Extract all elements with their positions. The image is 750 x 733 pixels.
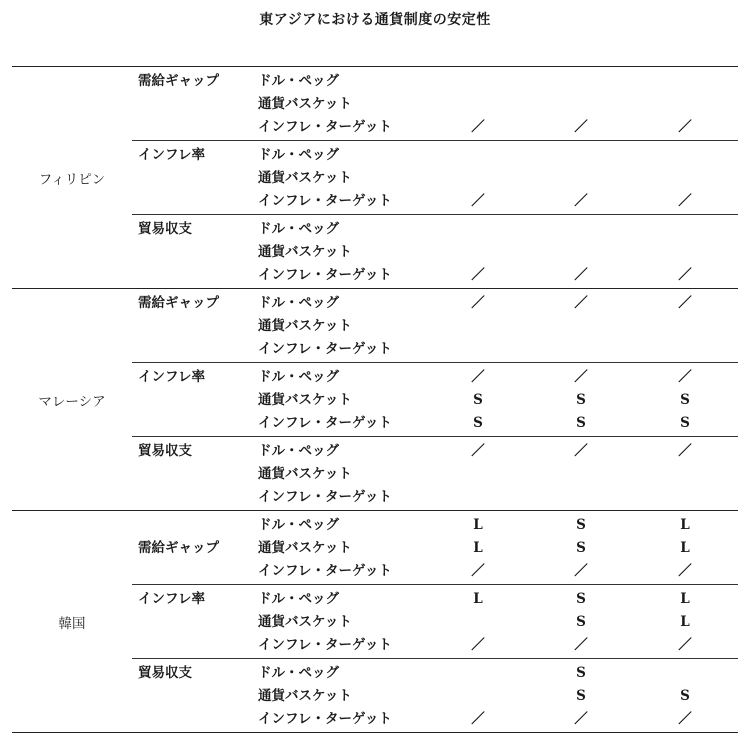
table-cell: S (680, 392, 690, 408)
table-cell: S (576, 392, 586, 408)
table-cell: ／ (678, 637, 692, 653)
indicator-group (132, 289, 738, 362)
table-cell: ／ (574, 295, 588, 311)
indicator-group (132, 436, 738, 510)
table-row (132, 685, 738, 708)
table-row (132, 93, 738, 116)
table-cell: ／ (574, 637, 588, 653)
regime-label: 通貨バスケット (258, 688, 352, 704)
indicator-label: インフレ率 (138, 147, 205, 163)
table-cell: ／ (678, 193, 692, 209)
table-row (132, 144, 738, 167)
table-row (132, 70, 738, 93)
table-cell: ／ (678, 119, 692, 135)
table-cell: ／ (471, 119, 485, 135)
regime-label: 通貨バスケット (258, 96, 352, 112)
stability-table (12, 66, 738, 733)
table-cell: L (680, 540, 690, 556)
regime-label: インフレ・ターゲット (258, 267, 392, 283)
table-cell: ／ (471, 369, 485, 385)
table-cell: ／ (471, 193, 485, 209)
regime-label: ドル・ペッグ (258, 369, 339, 385)
table-row (132, 662, 738, 685)
regime-label: インフレ・ターゲット (258, 637, 392, 653)
table-row (132, 292, 738, 315)
table-cell: ／ (574, 267, 588, 283)
indicator-label: 貿易収支 (138, 443, 192, 459)
page-title: 東アジアにおける通貨制度の安定性 (259, 12, 491, 28)
table-cell: ／ (574, 119, 588, 135)
regime-label: 通貨バスケット (258, 170, 352, 186)
table-row (132, 486, 738, 509)
regime-label: ドル・ペッグ (258, 147, 339, 163)
table-row (132, 338, 738, 361)
regime-label: 通貨バスケット (258, 318, 352, 334)
table-cell: ／ (471, 443, 485, 459)
table-cell: ／ (574, 711, 588, 727)
table-cell: S (576, 517, 586, 533)
table-cell: S (680, 415, 690, 431)
indicator-group (132, 67, 738, 140)
table-cell: L (473, 517, 483, 533)
table-cell: ／ (471, 711, 485, 727)
indicator-group (132, 511, 738, 584)
table-cell: L (473, 591, 483, 607)
table-cell: ／ (678, 711, 692, 727)
country-block (12, 66, 738, 288)
table-row (132, 412, 738, 435)
table-row (132, 708, 738, 731)
table-row (132, 389, 738, 412)
table-cell: S (473, 392, 483, 408)
table-row (132, 588, 738, 611)
table-cell: ／ (574, 369, 588, 385)
table-cell: S (576, 614, 586, 630)
regime-label: 通貨バスケット (258, 466, 352, 482)
table-cell: S (576, 415, 586, 431)
table-cell: L (680, 517, 690, 533)
table-cell: ／ (678, 295, 692, 311)
table-cell: S (576, 540, 586, 556)
regime-label: ドル・ペッグ (258, 221, 339, 237)
indicator-group (132, 584, 738, 658)
regime-label: ドル・ペッグ (258, 295, 339, 311)
regime-label: 通貨バスケット (258, 540, 352, 556)
indicator-group (132, 214, 738, 288)
regime-label: インフレ・ターゲット (258, 193, 392, 209)
country-name: マレーシア (38, 393, 106, 410)
table-row (132, 514, 738, 537)
table-cell: ／ (574, 563, 588, 579)
table-cell: ／ (678, 443, 692, 459)
table-cell: S (473, 415, 483, 431)
table-cell: S (576, 591, 586, 607)
indicator-label: インフレ率 (138, 369, 205, 385)
regime-label: インフレ・ターゲット (258, 563, 392, 579)
table-row (132, 560, 738, 583)
indicator-label: 需給ギャップ (138, 73, 219, 89)
table-row (132, 264, 738, 287)
country-block (12, 288, 738, 510)
table-cell: S (680, 688, 690, 704)
indicator-label: 貿易収支 (138, 665, 192, 681)
regime-label: インフレ・ターゲット (258, 119, 392, 135)
table-row (132, 167, 738, 190)
table-cell: ／ (574, 443, 588, 459)
table-cell: S (576, 665, 586, 681)
regime-label: ドル・ペッグ (258, 517, 339, 533)
indicator-label: 需給ギャップ (138, 540, 219, 556)
country-name: 韓国 (58, 615, 86, 632)
table-cell: S (576, 688, 586, 704)
regime-label: 通貨バスケット (258, 244, 352, 260)
regime-label: 通貨バスケット (258, 392, 352, 408)
table-row (132, 440, 738, 463)
indicator-label: 需給ギャップ (138, 295, 219, 311)
table-row (132, 611, 738, 634)
table-cell: ／ (678, 563, 692, 579)
table-cell: L (473, 540, 483, 556)
regime-label: ドル・ペッグ (258, 665, 339, 681)
indicator-group (132, 658, 738, 732)
table-cell: ／ (471, 295, 485, 311)
indicator-group (132, 140, 738, 214)
table-cell: ／ (574, 193, 588, 209)
table-cell: L (680, 591, 690, 607)
regime-label: インフレ・ターゲット (258, 341, 392, 357)
table-cell: ／ (678, 267, 692, 283)
regime-label: ドル・ペッグ (258, 73, 339, 89)
table-row (132, 634, 738, 657)
indicator-group (132, 362, 738, 436)
table-row (132, 218, 738, 241)
regime-label: インフレ・ターゲット (258, 711, 392, 727)
table-cell: ／ (471, 563, 485, 579)
table-cell: L (680, 614, 690, 630)
regime-label: インフレ・ターゲット (258, 489, 392, 505)
table-cell: ／ (678, 369, 692, 385)
table-cell: ／ (471, 637, 485, 653)
table-row (132, 463, 738, 486)
country-name: フィリピン (38, 171, 106, 188)
indicator-label: 貿易収支 (138, 221, 192, 237)
table-row (132, 315, 738, 338)
table-row (132, 241, 738, 264)
regime-label: インフレ・ターゲット (258, 415, 392, 431)
table-row (132, 366, 738, 389)
indicator-label: インフレ率 (138, 591, 205, 607)
table-cell: ／ (471, 267, 485, 283)
table-row (132, 537, 738, 560)
table-row (132, 190, 738, 213)
regime-label: ドル・ペッグ (258, 443, 339, 459)
regime-label: ドル・ペッグ (258, 591, 339, 607)
regime-label: 通貨バスケット (258, 614, 352, 630)
table-row (132, 116, 738, 139)
